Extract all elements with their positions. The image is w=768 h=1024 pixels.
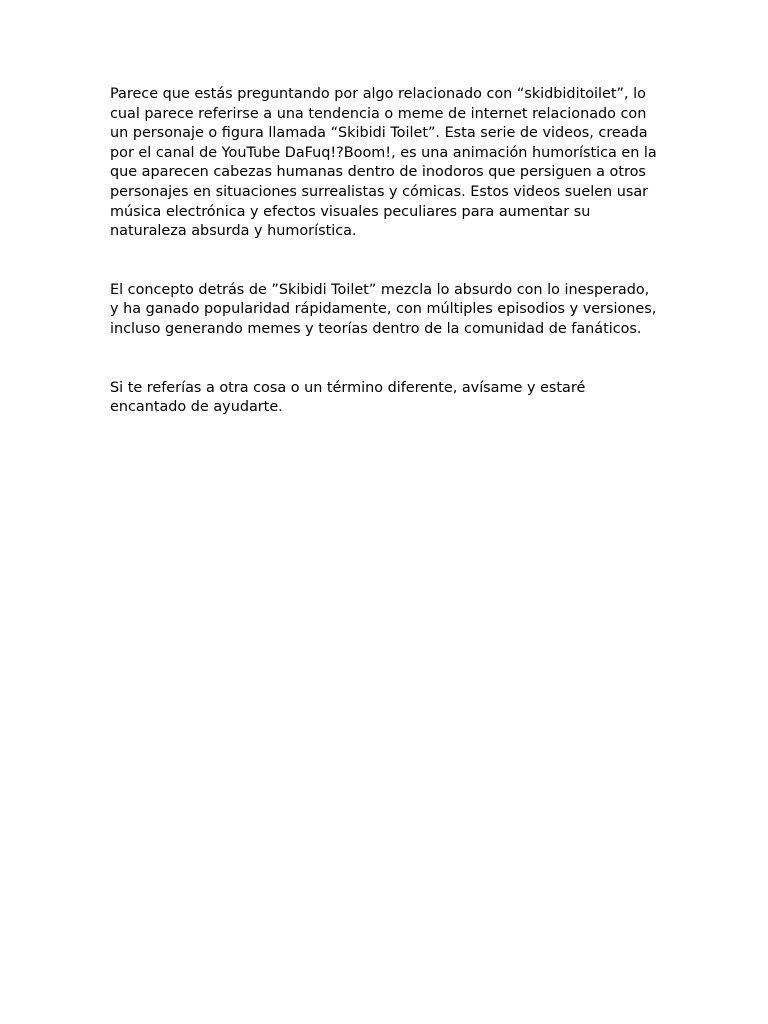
paragraph-skibidi-intro: Parece que estás preguntando por algo relacionado con “skidbiditoilet”, lo cual parece referirse a una tendencia o meme de internet relacionado con un personaje o figura llamada “Skibidi Toilet”. Esta serie de videos, creada por el canal de YouTube DaFuq!?Boom!, es una animación humorística en la que aparecen cabezas humanas dentro de inodoros que persiguen a otros personajes en situaciones surrealistas y cómicas. Estos videos suelen usar música electrónica y efectos visuales peculiares para aumentar su naturaleza absurda y humorística.: [110, 86, 657, 240]
paragraph-skibidi-concept: El concepto detrás de ”Skibidi Toilet” mezcla lo absurdo con lo inesperado, y ha ganado popularidad rápidamente, con múltiples episodios y versiones, incluso generando memes y teorías dentro de la comunidad de fanáticos.: [110, 281, 657, 337]
document-body: [110, 85, 662, 418]
paragraph-closing-offer: Si te referías a otra cosa o un término diferente, avísame y estaré encantado de ayudarte.: [110, 379, 586, 416]
